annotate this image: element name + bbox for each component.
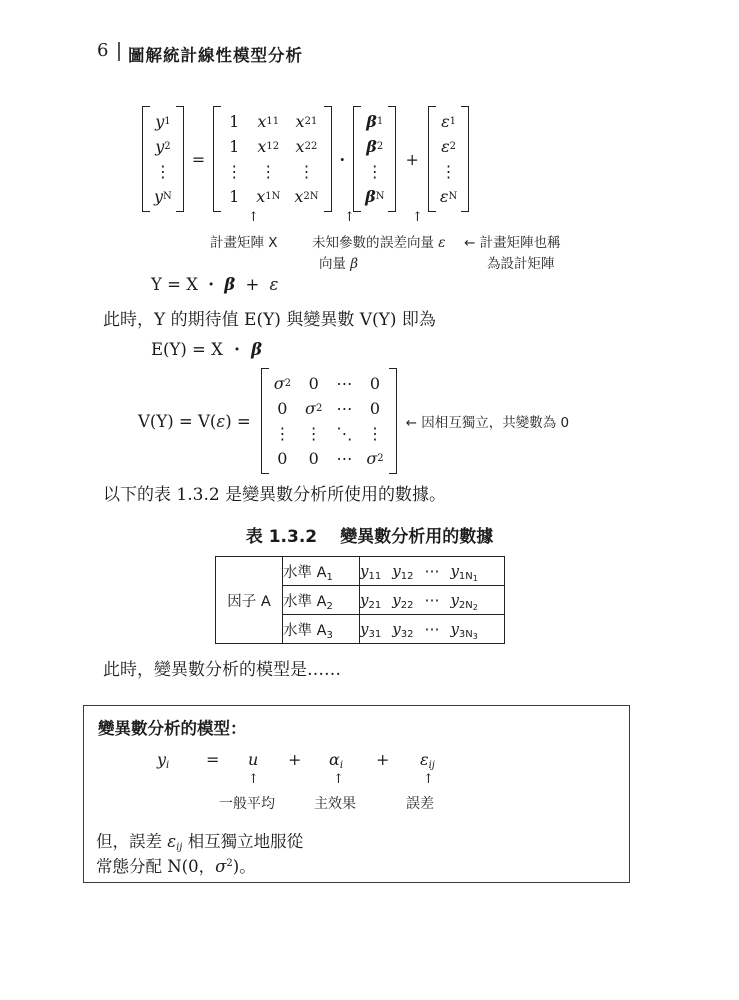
- factor-cell: 因子 A: [216, 557, 283, 644]
- design-matrix: 1 x 11 x 21 1 x 12 x 22 ⋮ ⋮ ⋮ 1 x 1N x 2N: [213, 106, 331, 212]
- matrix-equation: [142, 106, 469, 212]
- up-arrow-icon: ↑: [423, 772, 434, 787]
- general-mean-label: 一般平均: [219, 796, 275, 812]
- design-matrix-note-line1: ← 計畫矩陣也稱: [464, 235, 561, 251]
- page-header: [97, 40, 108, 61]
- design-matrix-note-line2: 為設計矩陣: [487, 256, 555, 272]
- plus-sign: +: [405, 149, 419, 169]
- bracket-left: [261, 368, 269, 474]
- body-paragraph-2: 以下的表 1.3.2 是變異數分析所使用的數據。: [103, 485, 447, 505]
- eq-alpha-term: $\alpha_i$: [329, 750, 344, 771]
- covariance-matrix: σ 2 0 ⋯ 0 0 σ 2 ⋯ 0 ⋮ ⋮ ⋱ ⋮ 0 0 ⋯ σ 2: [261, 368, 397, 474]
- error-label: 誤差向量 ε: [380, 235, 446, 251]
- eq-y-term: $y_i$: [157, 750, 170, 771]
- up-arrow-icon: ↑: [333, 772, 344, 787]
- vdots: ⋮: [154, 162, 171, 181]
- eq-plus-2: +: [376, 750, 390, 769]
- table-number: 表 1.3.2: [245, 527, 318, 547]
- up-arrow-icon: ↑: [248, 210, 259, 225]
- math-var: y: [155, 137, 165, 156]
- table-caption: 變異數分析用的數據: [340, 527, 494, 547]
- bracket-left: [353, 106, 361, 212]
- eq-u-term: u: [248, 750, 259, 769]
- header-divider: [118, 42, 120, 61]
- body-paragraph-1: 此時，Y 的期待值 E(Y) 與變異數 V(Y) 即為: [103, 310, 436, 330]
- main-effect-label: 主效果: [314, 796, 356, 812]
- dot-operator: ·: [339, 149, 346, 169]
- box-note-line1: 但，誤差 $\varepsilon_{ij}$ 相互獨立地服從: [96, 832, 304, 853]
- up-arrow-icon: ↑: [412, 210, 423, 225]
- values-cell: $y_{11}$ $y_{12}$ ⋯ $y_{1N_1}$: [360, 557, 505, 586]
- variance-lhs: V(Y) = V(ε) =: [138, 411, 251, 431]
- independence-note: ← 因相互獨立，共變數為 0: [405, 415, 570, 431]
- box-heading: 變異數分析的模型：: [98, 719, 247, 738]
- up-arrow-icon: ↑: [248, 772, 259, 787]
- bracket-right: [461, 106, 469, 212]
- bracket-left: [213, 106, 221, 212]
- bracket-right: [389, 368, 397, 474]
- beta-label-line1: 未知參數的: [312, 235, 380, 251]
- bracket-left: [428, 106, 436, 212]
- page-number: 6: [97, 40, 109, 61]
- math-var: y: [154, 187, 164, 206]
- values-cell: $y_{21}$ $y_{22}$ ⋯ $y_{2N_2}$: [360, 586, 505, 615]
- design-matrix-label: 計畫矩陣 X: [210, 235, 278, 251]
- beta-vector: β 1 β 2 ⋮ β N: [353, 106, 396, 212]
- eq-error-term: $\varepsilon_{ij}$: [420, 750, 435, 771]
- bracket-right: [324, 106, 332, 212]
- bracket-left: [142, 106, 150, 212]
- body-paragraph-3: 此時，變異數分析的模型是……: [103, 660, 341, 680]
- values-cell: $y_{31}$ $y_{32}$ ⋯ $y_{3N_3}$: [360, 615, 505, 644]
- level-cell: 水準 $A_3$: [283, 615, 360, 644]
- bracket-right: [176, 106, 184, 212]
- eq-equals: =: [206, 750, 220, 769]
- variance-equation: [138, 368, 569, 474]
- error-label: 誤差: [406, 796, 434, 812]
- level-cell: 水準 $A_1$: [283, 557, 360, 586]
- up-arrow-icon: ↑: [344, 210, 355, 225]
- level-cell: 水準 $A_2$: [283, 586, 360, 615]
- error-vector: ε 1 ε 2 ⋮ ε N: [428, 106, 469, 212]
- equals-sign: =: [191, 149, 206, 169]
- model-equation: Y = X · β + ε: [151, 275, 279, 294]
- eq-plus-1: +: [288, 750, 302, 769]
- expectation-equation: E(Y) = X · β: [151, 340, 263, 359]
- box-note-line2: 常態分配 N(0，$\sigma^2$)。: [96, 857, 256, 876]
- book-title: 圖解統計線性模型分析: [128, 46, 303, 65]
- anova-model-box: [83, 705, 630, 883]
- bracket-right: [388, 106, 396, 212]
- table-row: [216, 557, 505, 586]
- vdots: ⋮: [366, 162, 383, 181]
- math-var: y: [155, 112, 165, 131]
- vdots: ⋮: [440, 162, 457, 181]
- table-title: [0, 522, 739, 547]
- beta-label-line2: 向量 β: [319, 256, 359, 272]
- y-vector: y 1 y 2 ⋮ y N: [142, 106, 184, 212]
- anova-data-table: [215, 556, 505, 644]
